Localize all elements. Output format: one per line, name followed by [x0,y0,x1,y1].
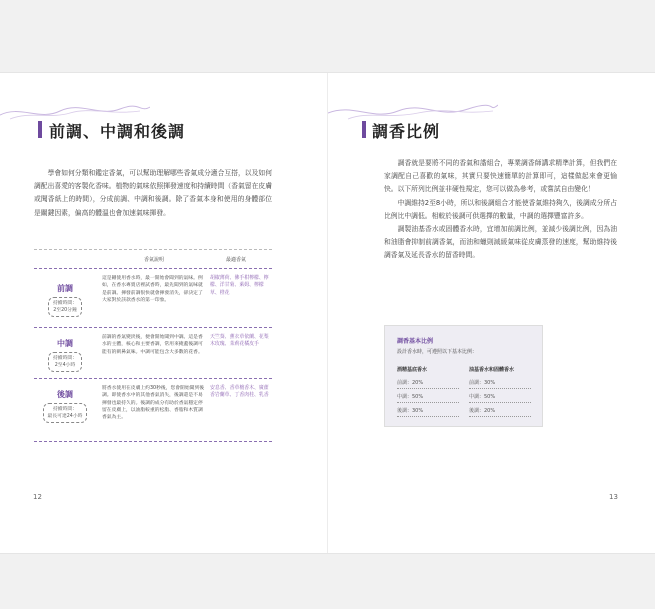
table-row [34,269,272,328]
page-number: 12 [33,493,42,501]
col1-header: 酒精基底香水 [397,367,428,373]
box-subtitle: 設計香水時，可遵照以下基本比例： [397,349,478,355]
row-description: 前調的香氣變淡後，便會開始聞到中調。這是香水的主體，核心和主要香調，常用來掩蓋後調可能有的刺鼻氣味。中調可能包含大多數的花香。 [102,335,203,355]
body-paragraphs [384,157,617,263]
row-examples: 安息香、香草檀香木、廣藿香岩蘭草、丁香肉桂、乳香 [210,385,269,399]
paragraph: 中調維持2至8小時，所以和後調組合才能使香氣維持夠久，後調成分所占比例比中調低。相較於後調可供選擇的數量，中調的選擇豐富許多。 [384,198,617,220]
table-row [34,379,272,442]
col2-header: 油基香水和固體香水 [469,367,515,373]
page-title: 前調、中調和後調 [49,122,186,141]
left-page [0,73,327,553]
col1-line: 前調：20% [397,379,459,389]
header-examples: 最適香氣 [226,257,247,263]
page-number: 13 [609,493,618,501]
row-name: 前調 [57,284,73,293]
right-page [328,73,655,553]
title-accent-bar [38,121,42,138]
row-examples: 胡椒薄荷、佛手柑檸檬、檸檬、洋甘菊、萊姆、檸檬草、橙花 [210,275,269,296]
col2-line: 後調：20% [469,407,531,417]
title-accent-bar [362,121,366,138]
row-description: 將香水使用在皮膚上約30秒後，您會開始聞到後調。即使香水中的其他香氣消失，後調還是不易揮發也最持久的。後調的成分有助於香氣穩定停留在皮膚上，以油脂較重的松脂、香脂和木質調香氣為主。 [102,386,205,421]
notes-table [34,249,272,442]
time-badge: 持續時間： 2至4小時 [48,352,82,372]
row-description: 這是剛使用香水時，最一開始會聞到的氣味。例如，在香水專賣店裡試香時，最先聞到的氣味就是前調。揮發前調很快就會揮發消失，卻決定了大家對於該款香水的第一印象。 [102,276,203,303]
row-name: 中調 [57,339,73,348]
header-description: 香氣說明 [144,257,165,263]
table-row [34,328,272,379]
col1-line: 後調：30% [397,407,459,417]
row-examples: 天竺葵、薰衣草依蘭、花梨木玫瑰、茉莉花橘皮手 [210,334,269,348]
col2-line: 中調：50% [469,393,531,403]
col1-line: 中調：50% [397,393,459,403]
time-badge: 持續時間： 2至20分鐘 [48,297,82,317]
table-header [34,249,272,269]
box-title: 調香基本比例 [397,338,434,345]
col2-line: 前調：30% [469,379,531,389]
book-spread [0,72,655,554]
page-title: 調香比例 [372,122,441,141]
ratio-box [384,325,543,427]
paragraph: 調香就是要將不同的香氣和諧組合，專業調香師講求精準計算，但我們在家調配自己喜歡的氣味，其實只要快速簡單的計算即可，這樣做起來會更愉快。以下所列比例並非硬性規定，您可以做為參考，或嘗試自由變化！ [384,159,617,194]
row-name: 後調 [57,390,73,399]
time-badge: 持續時間： 最長可達24小時 [43,403,88,423]
paragraph: 調製油基香水或固體香水時，宜增加前調比例，並減少後調比例，因為油和油脂會抑制前調香氣，而油和蠟則減緩氣味從皮膚蒸發的速度，幫助維持後調香氣及延長香水的留香時間。 [384,225,617,260]
intro-paragraph: 學會如何分類和鑑定香氣，可以幫助理解哪些香氣成分適合互搭，以及如何調配出喜愛的客製化香味。植物的氣味依照揮發速度和持續時間（香氣留在皮膚或聞香紙上的時間），分成前調、中調和後調。除了香氣本身和使用的身體部位是關鍵因素，偏高的體溫也會加速氣味揮發。 [34,169,272,217]
